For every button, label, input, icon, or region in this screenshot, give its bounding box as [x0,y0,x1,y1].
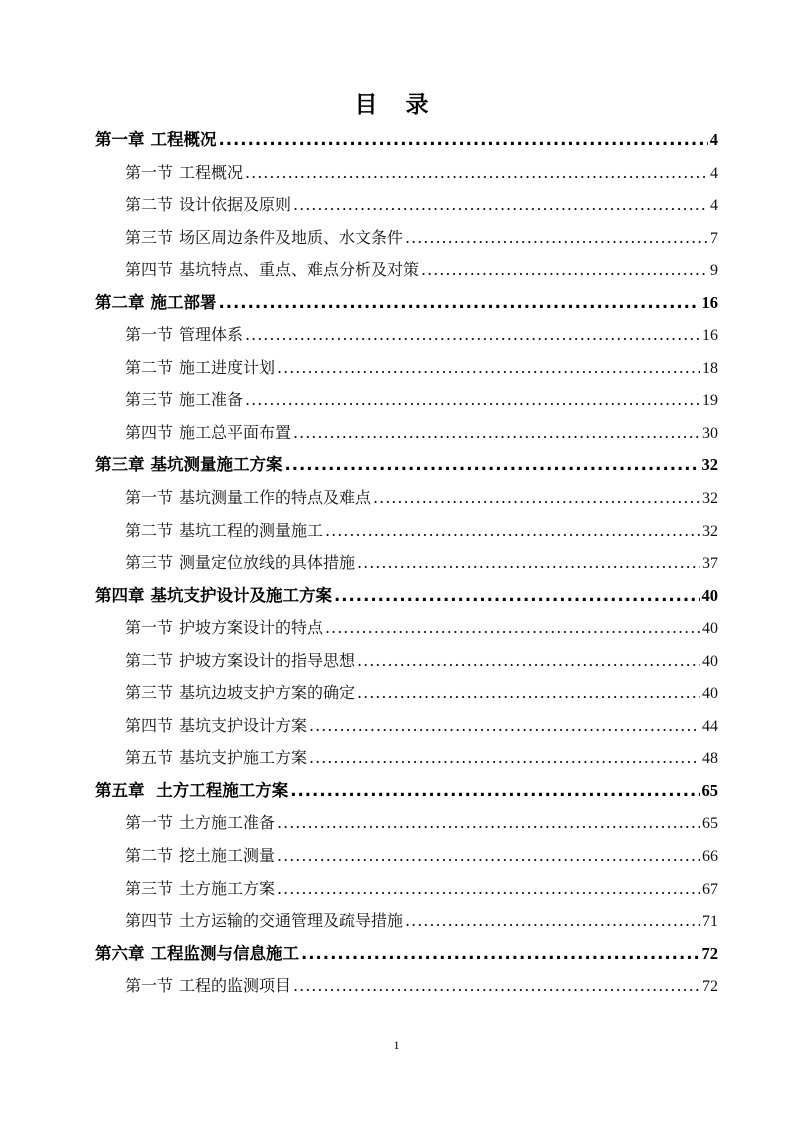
toc-entry-number: 第三节 [125,390,174,410]
dot-leader [357,645,700,678]
dot-leader [290,775,699,808]
toc-entry-label [125,873,275,906]
toc-entry-page: 40 [701,585,718,605]
toc-entry-page: 32 [702,490,718,508]
toc-entry-number: 第一节 [125,976,174,996]
toc-entry-label [125,189,291,222]
toc-entry-page: 40 [702,652,718,670]
toc-chapter-entry[interactable] [95,124,718,157]
toc-entry-label [125,222,403,255]
toc-entry-text: 土方施工方案 [179,878,276,898]
toc-entry-label [125,319,243,352]
toc-section-entry[interactable] [95,742,718,775]
dot-leader [334,580,700,613]
toc-entry-text: 土方运输的交通管理及疏导措施 [179,911,404,931]
toc-section-entry[interactable] [95,189,718,222]
toc-entry-label [125,254,419,287]
toc-entry-text: 工程概况 [150,130,217,149]
toc-entry-label [95,938,299,971]
table-of-contents [95,124,718,1003]
toc-entry-text: 施工进度计划 [179,357,276,377]
toc-entry-text: 护坡方案设计的指导思想 [179,650,356,670]
toc-entry-label [125,547,355,580]
toc-entry-number: 第一章 [95,130,145,149]
toc-section-entry[interactable] [95,905,718,938]
toc-entry-label [95,449,283,482]
toc-entry-text: 护坡方案设计的特点 [179,618,324,638]
toc-entry-label [125,677,355,710]
toc-entry-label [95,580,332,613]
toc-entry-label [125,515,323,548]
toc-section-entry[interactable] [95,807,718,840]
toc-entry-number: 第三节 [125,553,174,573]
dot-leader [309,742,700,775]
toc-section-entry[interactable] [95,970,718,1003]
toc-entry-page: 4 [710,197,718,215]
dot-leader [277,873,700,906]
toc-entry-page: 16 [702,327,718,345]
toc-entry-number: 第四节 [125,715,174,735]
toc-entry-text: 基坑支护施工方案 [179,748,308,768]
toc-section-entry[interactable] [95,384,718,417]
toc-entry-number: 第四节 [125,260,174,280]
toc-entry-number: 第二节 [125,650,174,670]
toc-entry-page: 65 [702,815,718,833]
toc-entry-number: 第三节 [125,878,174,898]
toc-entry-label [125,840,275,873]
toc-entry-page: 19 [702,392,718,410]
toc-entry-number: 第五章 [95,780,145,800]
toc-entry-label [95,287,217,320]
toc-chapter-entry[interactable] [95,449,718,482]
toc-entry-number: 第一节 [125,488,174,508]
toc-entry-page: 44 [702,717,718,735]
toc-entry-label [125,612,323,645]
toc-entry-text: 土方工程施工方案 [150,780,289,800]
toc-entry-label [125,710,307,743]
toc-section-entry[interactable] [95,873,718,906]
toc-section-entry[interactable] [95,612,718,645]
toc-entry-label [125,742,307,775]
toc-entry-page: 40 [702,685,718,703]
dot-leader [421,254,708,287]
dot-leader [245,319,700,352]
toc-entry-page: 4 [710,164,718,182]
toc-entry-label [125,157,243,190]
toc-entry-page: 9 [710,262,718,280]
toc-entry-page: 7 [710,229,718,247]
toc-chapter-entry[interactable] [95,580,718,613]
toc-entry-page: 18 [702,359,718,377]
toc-entry-text: 基坑支护设计及施工方案 [150,585,332,605]
toc-entry-number: 第二节 [125,846,174,866]
toc-entry-number: 第四章 [95,585,145,605]
toc-chapter-entry[interactable] [95,938,718,971]
toc-section-entry[interactable] [95,677,718,710]
toc-entry-number: 第四节 [125,422,174,442]
toc-entry-number: 第一节 [125,162,174,182]
toc-entry-label [125,807,275,840]
dot-leader [245,157,708,190]
toc-entry-text: 测量定位放线的具体措施 [179,553,356,573]
toc-section-entry[interactable] [95,352,718,385]
toc-entry-text: 挖土施工测量 [179,846,276,866]
toc-entry-page: 72 [702,978,718,996]
dot-leader [293,189,708,222]
toc-entry-text: 基坑特点、重点、难点分析及对策 [179,260,420,280]
toc-entry-label [125,417,291,450]
toc-entry-number: 第二节 [125,195,174,215]
toc-section-entry[interactable] [95,222,718,255]
toc-entry-label [95,775,288,808]
toc-section-entry[interactable] [95,417,718,450]
page-number: 1 [393,1038,400,1052]
toc-entry-page: 30 [702,424,718,442]
toc-entry-page: 66 [702,848,718,866]
toc-section-entry[interactable] [95,254,718,287]
toc-section-entry[interactable] [95,157,718,190]
dot-leader [325,612,700,645]
dot-leader [325,515,700,548]
dot-leader [219,124,708,157]
toc-entry-page: 71 [702,913,718,931]
toc-entry-text: 场区周边条件及地质、水文条件 [179,227,404,247]
toc-entry-number: 第二节 [125,520,174,540]
toc-entry-text: 工程的监测项目 [179,976,292,996]
toc-entry-number: 第三节 [125,227,174,247]
toc-entry-page: 40 [702,620,718,638]
dot-leader [373,482,700,515]
toc-entry-page: 32 [702,522,718,540]
toc-entry-text: 基坑工程的测量施工 [179,520,324,540]
toc-entry-text: 管理体系 [179,325,244,345]
dot-leader [309,710,700,743]
dot-leader [277,807,700,840]
toc-entry-label [125,905,403,938]
toc-entry-label [125,970,291,1003]
toc-entry-text: 施工部署 [150,292,217,312]
toc-entry-number: 第一节 [125,813,174,833]
toc-section-entry[interactable] [95,515,718,548]
dot-leader [357,547,700,580]
toc-chapter-entry[interactable] [95,287,718,320]
toc-entry-text: 设计依据及原则 [179,195,292,215]
toc-entry-text: 基坑测量工作的特点及难点 [179,488,372,508]
toc-section-entry[interactable] [95,840,718,873]
toc-entry-number: 第六章 [95,943,145,963]
dot-leader [357,677,700,710]
toc-entry-number: 第五节 [125,748,174,768]
toc-entry-number: 第二节 [125,357,174,377]
toc-entry-text: 施工总平面布置 [179,422,292,442]
toc-entry-page: 48 [702,750,718,768]
toc-entry-number: 第二章 [95,292,145,312]
dot-leader [277,352,700,385]
toc-entry-page: 37 [702,555,718,573]
dot-leader [285,449,700,482]
dot-leader [405,905,700,938]
toc-entry-page: 4 [709,130,718,149]
dot-leader [301,938,700,971]
toc-entry-number: 第一节 [125,618,174,638]
dot-leader [293,970,700,1003]
dot-leader [219,287,700,320]
toc-chapter-entry[interactable] [95,775,718,808]
toc-entry-page: 65 [701,780,718,800]
dot-leader [277,840,700,873]
toc-entry-label [125,645,355,678]
toc-entry-number: 第一节 [125,325,174,345]
toc-entry-number: 第三节 [125,683,174,703]
toc-entry-text: 施工准备 [179,390,244,410]
toc-entry-page: 16 [701,292,718,312]
toc-entry-text: 工程概况 [179,162,244,182]
toc-entry-text: 土方施工准备 [179,813,276,833]
toc-entry-label [125,352,275,385]
dot-leader [293,417,700,450]
dot-leader [245,384,700,417]
toc-entry-page: 67 [702,880,718,898]
toc-entry-page: 32 [701,455,718,475]
dot-leader [405,222,708,255]
toc-entry-page: 72 [701,943,718,963]
toc-entry-text: 基坑支护设计方案 [179,715,308,735]
toc-title: 目 录 [354,92,439,118]
toc-section-entry[interactable] [95,319,718,352]
toc-entry-text: 工程监测与信息施工 [150,943,299,963]
toc-entry-label [125,384,243,417]
toc-entry-number: 第四节 [125,911,174,931]
toc-entry-text: 基坑边坡支护方案的确定 [179,683,356,703]
toc-section-entry[interactable] [95,710,718,743]
toc-entry-number: 第三章 [95,455,145,475]
toc-entry-label [125,482,371,515]
toc-section-entry[interactable] [95,482,718,515]
toc-entry-text: 基坑测量施工方案 [150,455,283,475]
toc-entry-label [95,124,217,157]
toc-section-entry[interactable] [95,645,718,678]
toc-section-entry[interactable] [95,547,718,580]
